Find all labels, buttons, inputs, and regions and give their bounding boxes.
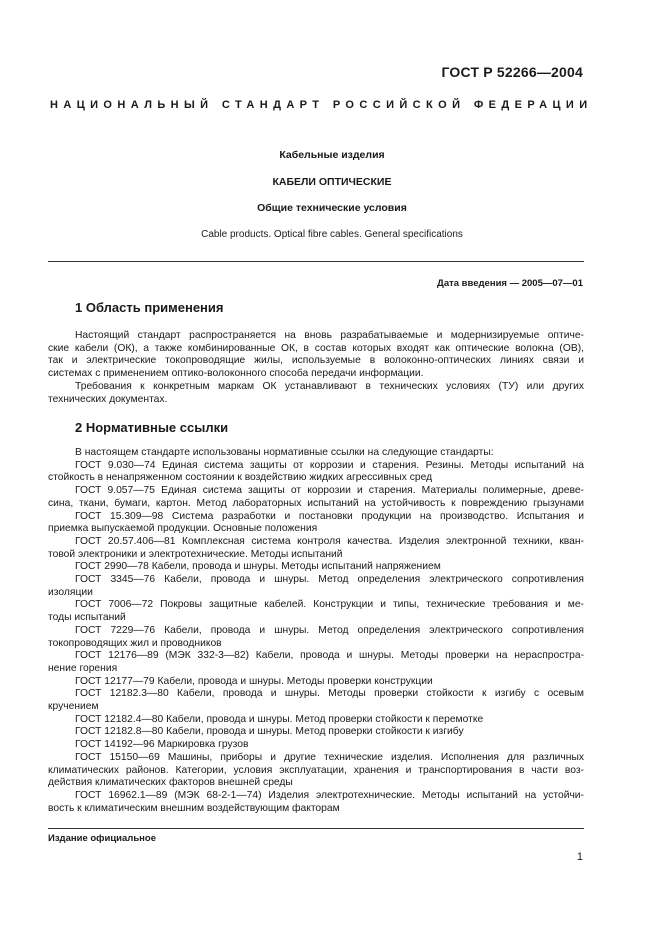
text-line: тоды испытаний: [48, 612, 126, 624]
text-line: ГОСТ 7229—76 Кабели, провода и шнуры. Метод определения электрического сопротивления: [75, 624, 584, 636]
page-number: 1: [576, 851, 583, 863]
text-line: ГОСТ 12176—89 (МЭК 332-3—82) Кабели, провода и шнуры. Методы проверки на нераспростра-: [75, 650, 584, 662]
introduction-date: Дата введения — 2005—07—01: [437, 278, 583, 289]
text-line: ГОСТ 7006—72 Покровы защитные кабелей. Конструкции и типы, технические требования и ме-: [75, 599, 584, 611]
section-2-body: [48, 447, 584, 815]
title-main: КАБЕЛИ ОПТИЧЕСКИЕ: [272, 176, 392, 188]
text-line: ГОСТ 9.057—75 Единая система защиты от коррозии и старения. Материалы полимерные, древе-: [75, 485, 584, 497]
text-line: ГОСТ 9.030—74 Единая система защиты от коррозии и старения. Резины. Методы испытаний на: [75, 459, 584, 471]
section-1-body: [48, 330, 584, 406]
text-line: токопроводящих жил и проводников: [48, 637, 222, 649]
text-line: ГОСТ 12182.4—80 Кабели, провода и шнуры. Метод проверки стойкости к перемотке: [75, 713, 484, 725]
footer-divider: [48, 828, 584, 829]
text-line: изоляции: [48, 586, 93, 598]
text-line: климатических районов. Категории, условия эксплуатации, хранения и транспортирования в части воз-: [48, 764, 584, 776]
text-line: ские кабели (ОК), а также комбинированные ОК, в состав которых входят как оптические волокна (ОВ),: [48, 342, 584, 354]
text-line: ГОСТ 12182.8—80 Кабели, провода и шнуры. Метод проверки стойкости к изгибу: [75, 726, 464, 738]
text-line: В настоящем стандарте использованы нормативные ссылки на следующие стандарты:: [75, 447, 494, 458]
text-line: так и электрические токопроводящие жилы, используемые в волоконно-оптических линиях связи и: [48, 355, 584, 367]
text-line: ГОСТ 16962.1—89 (МЭК 68-2-1—74) Изделия электротехнические. Методы испытаний на устойчи-: [75, 789, 584, 801]
text-line: ГОСТ 12182.3—80 Кабели, провода и шнуры. Методы проверки стойкости к изгибу с осевым: [75, 688, 584, 700]
text-line: ГОСТ 20.57.406—81 Комплексная система контроля качества. Изделия электронной техники, кван-: [75, 535, 584, 547]
section-1-heading: 1 Область применения: [75, 300, 224, 315]
title-english: Cable products. Optical fibre cables. General specifications: [201, 229, 463, 240]
text-line: ГОСТ 3345—76 Кабели, провода и шнуры. Метод определения электрического сопротивления: [75, 574, 584, 586]
section-2-heading: 2 Нормативные ссылки: [75, 420, 229, 435]
text-line: ГОСТ 12177—79 Кабели, провода и шнуры. Методы проверки конструкции: [75, 675, 433, 687]
text-line: кручением: [48, 701, 99, 713]
text-line: нение горения: [48, 662, 118, 674]
title-subtitle: Общие технические условия: [257, 202, 407, 214]
text-line: Настоящий стандарт распространяется на вновь разрабатываемые и модернизируемые оптиче-: [75, 330, 584, 341]
text-line: технических документах.: [48, 393, 168, 405]
title-divider: [48, 261, 584, 262]
text-line: Требования к конкретным маркам ОК устанавливают в технических условиях (ТУ) или других: [75, 380, 584, 392]
text-line: стойкость в ненапряженном состоянии к воздействию жидких агрессивных сред: [48, 472, 433, 484]
text-line: ГОСТ 2990—78 Кабели, провода и шнуры. Методы испытаний напряжением: [75, 561, 441, 573]
text-line: товой электроники и электротехнические. Методы испытаний: [48, 548, 343, 560]
text-line: действия климатических факторов внешней среды: [48, 777, 293, 789]
standard-code: ГОСТ Р 52266—2004: [441, 64, 583, 80]
text-line: вость к климатическим внешним воздействующим факторам: [48, 802, 340, 814]
official-edition-label: Издание официальное: [48, 833, 156, 844]
text-line: ГОСТ 15150—69 Машины, приборы и другие технические изделия. Исполнения для различных: [75, 751, 584, 763]
text-line: ГОСТ 15.309—98 Система разработки и постановки продукции на производство. Испытания и: [75, 510, 584, 522]
title-category: Кабельные изделия: [279, 149, 385, 161]
text-line: приемка выпускаемой продукции. Основные положения: [48, 523, 318, 535]
text-line: системах с применением оптико-волоконного способа передачи информации.: [48, 368, 424, 380]
text-line: ГОСТ 14192—96 Маркировка грузов: [75, 739, 249, 751]
national-standard-banner: НАЦИОНАЛЬНЫЙ СТАНДАРТ РОССИЙСКОЙ ФЕДЕРАЦИИ: [50, 99, 593, 111]
text-line: сина, ткани, бумаги, картон. Метод лабораторных испытаний на устойчивость к повреждению грызунами: [48, 497, 584, 509]
